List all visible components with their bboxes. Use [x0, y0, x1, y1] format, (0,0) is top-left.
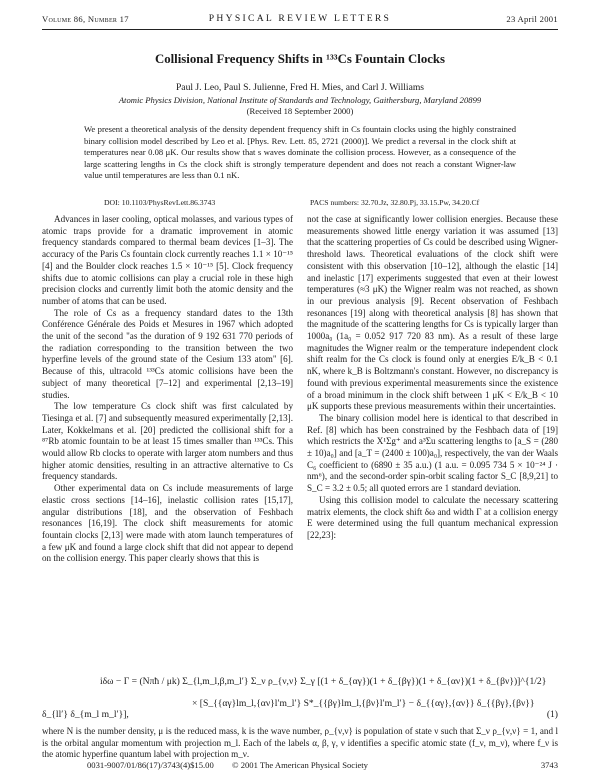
page-footer [42, 760, 558, 772]
equation-text: × [S_{{αγ}lm_l,{αν}l′m_l′} S*_{{βγ}lm_l,{βν}l′m_l′} − δ_{{αγ},{αν}} δ_{{βγ},{βν}} δ_{ll′} δ_{m_l m_l′}], [42, 698, 535, 720]
journal-name: PHYSICAL REVIEW LETTERS [208, 13, 392, 24]
paragraph: The role of Cs as a frequency standard dates to the 13th Conférence Générale des Poids et Mesures in 1967 which adopted the unit of the second "as the duration of 9 192 631 770 periods of the radiation corresponding to the transition between the two hyperfine levels of the ground state of the Cesium 133 atom" [6]. Because of this, ultracold ¹³³Cs atomic collisions have been the subject of many theoretical [7–12] and experimental [2,13–19] studies. [42, 307, 293, 400]
affiliation: Atomic Physics Division, National Institute of Standards and Technology, Gaithersburg, Maryland 20899 [118, 95, 482, 105]
header-rule [42, 29, 558, 30]
paragraph: The binary collision model here is identical to that described in Ref. [8] which has been constrained by the Feshbach data of [19] which restricts the X¹Σg⁺ and a³Σu scattering lengths to [a_S = (280 ± 10)a₀] and [a_T = (2400 ± 100)a₀], respectively, the van der Waals C₆ coefficient to (6890 ± 35 a.u.) (1 a.u. = 0.095 734 5 × 10⁻²⁴ J · nm⁶), and the second-order spin-orbit scaling factor S_C [8,9,21] to S_C = 3.2 ± 0.5; all quoted errors are 1 standard deviation. [307, 412, 558, 494]
left-column [42, 214, 293, 565]
doi-link[interactable]: DOI: 10.1103/PhysRevLett.86.3743 [104, 198, 216, 207]
issue-date: 23 April 2001 [506, 14, 558, 24]
article-title: Collisional Frequency Shifts in ¹³³Cs Fountain Clocks [154, 52, 445, 66]
copyright: © 2001 The American Physical Society [232, 760, 368, 770]
paragraph: Advances in laser cooling, optical molasses, and various types of atomic traps provide for a dramatic improvement in atomic frequency standards compared to thermal beam devices [1–3]. The accuracy of the Paris Cs fountain clock currently reaches 1.1 × 10⁻¹⁵ [4] and the Boulder clock reaches 1.5 × 10⁻¹⁵ [5]. Clock frequency shifts due to atomic collisions can play a crucial role in these high precision clocks and currently limit both the atomic density and the number of atoms that can be used. [42, 214, 293, 306]
article-code: 0031-9007/01/86(17)/3743(4)$15.00 [87, 760, 214, 770]
equation-text: iδω − Γ = (Nπħ / μk) Σ_{l,m_l,β,m_l′} Σ_ν ρ_{ν,ν} Σ_γ [(1 + δ_{αγ})(1 + δ_{βγ})(1 + δ_{αν})(1 + δ_{βν})]^{1/2} [100, 676, 547, 687]
paragraph: Using this collision model to calculate the necessary scattering matrix elements, the clock shift δω and width Γ at a collision energy E were determined using the full quantum mechanical expression [22,23]: [307, 494, 558, 540]
volume-label: Volume 86, Number 17 [42, 14, 129, 24]
paragraph: The low temperature Cs clock shift was first calculated by Tiesinga et al. [7] and subsequently measured experimentally [2,13]. Later, Kokkelmans et al. [20] predicted the collisional shift for a ⁸⁷Rb atomic fountain to be at least 15 times smaller than ¹³³Cs. This would allow Rb clocks to operate with larger atom numbers and thus higher atomic densities, resulting in an attractive alternative to Cs frequency standards. [42, 401, 293, 482]
equation-line-2 [42, 698, 558, 720]
full-width-text: where N is the number density, μ is the reduced mass, k is the wave number, ρ_{ν,ν} is population of state ν such that Σ_ν ρ_{ν,ν} = 1, and l is the orbital angular momentum with projection m_l. Each of the labels α, β, γ, ν identifies a specific atomic state (f_ν, m_ν), where f_ν is the atomic hyperfine quantum label with projection m_ν. [42, 726, 558, 760]
pacs-numbers: PACS numbers: 32.70.Jz, 32.80.Pj, 33.15.Pw, 34.20.Cf [310, 198, 480, 207]
right-column [307, 214, 558, 542]
paragraph: Other experimental data on Cs include measurements of large elastic cross sections [14–16], inelastic collision rates [15,17], angular distributions [18], and the observation of Feshbach resonances [16,19]. The clock shift measurements for atomic fountain clocks [2,13] were made with atom launch temperatures of a few μK and found a large clock shift that did not appear to depend on the collision energy. This paper clearly shows that this is [42, 483, 293, 564]
equation-line-1 [42, 676, 558, 687]
page-number: 3743 [540, 760, 558, 770]
author-list: Paul J. Leo, Paul S. Julienne, Fred H. Mies, and Carl J. Williams [175, 82, 425, 93]
abstract: We present a theoretical analysis of the density dependent frequency shift in Cs fountain clocks using the highly constrained binary collision model described by Leo et al. [Phys. Rev. Lett. 85, 2721 (2000)]. We predict a reversal in the clock shift at temperatures near 0.08 μK. Our results show that s waves dominate the collision process. However, as a consequence of the large scattering lengths in Cs the clock shift is strongly temperature dependent and does not reach a constant Wigner-law value until temperatures are less than 0.1 nK. [84, 124, 516, 181]
equation-number: (1) [546, 709, 558, 720]
received-date: (Received 18 September 2000) [246, 106, 354, 116]
paragraph: not the case at significantly lower collision energies. Because these measurements showed little energy variation it was assumed [13] that the scattering properties of Cs could be described using Wigner-threshold laws. Theoretical evaluations of the clock shift were consistent with this observation [10–12], although the elastic [14] and inelastic [17] experiments suggested that even at their lowest temperatures (≈3 μK) the Wigner realm was not reached, as shown in our previous analysis [9]. Recent observation of Feshbach resonances [19] along with theoretical analysis [8] has shown that the magnitude of the scattering lengths for Cs is typically larger than 1000a₀ (1a₀ = 0.052 917 720 83 nm). As a result of these large magnitudes the Wigner realm or the temperature independent clock shift realm for the Cs clock is found only at energies E/k_B < 0.1 nK, where k_B is Boltzmann's constant. However, no discrepancy is found with previous experimental measurements since the existence of a broad minimum in the clock shift between 1 μK < E/k_B < 10 μK supports these previous measurements within their uncertainties. [307, 214, 558, 412]
running-header [42, 14, 558, 26]
